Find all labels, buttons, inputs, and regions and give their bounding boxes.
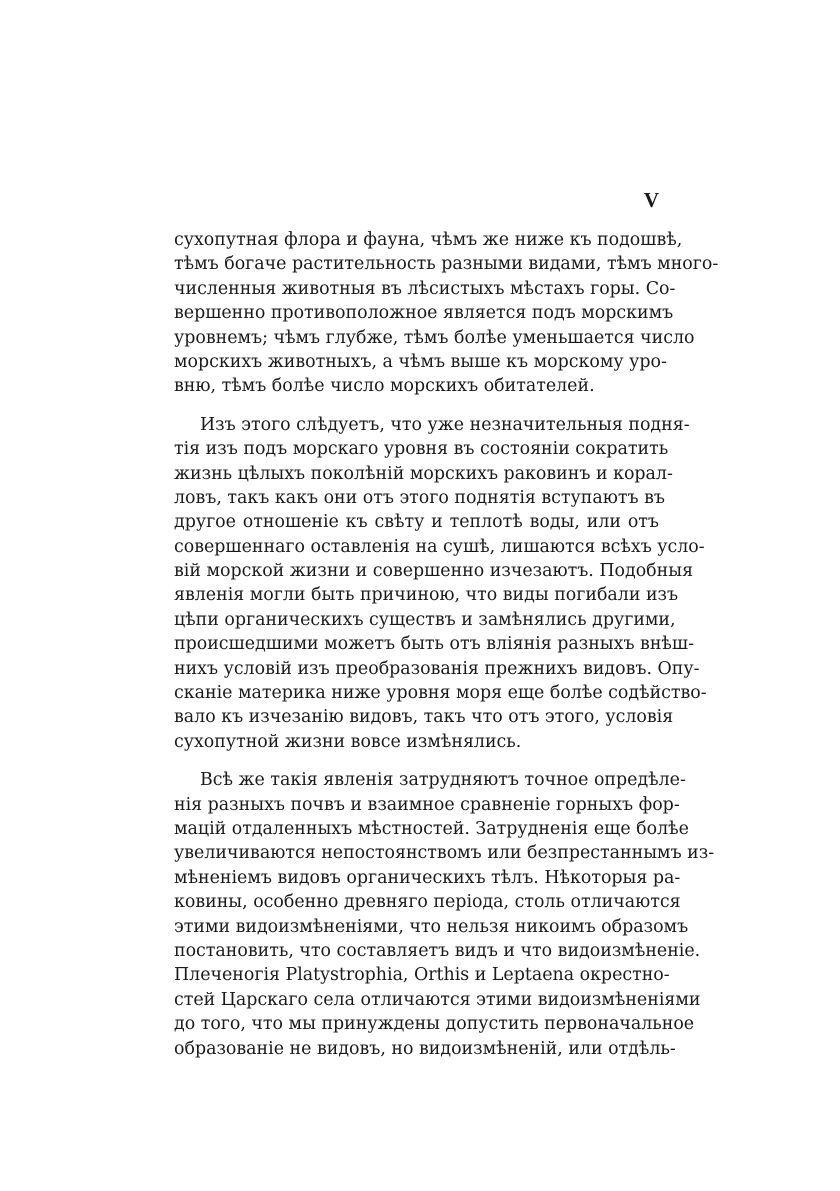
- text-line: тія изъ подъ морскаго уровня въ состояніи сократить: [174, 439, 669, 460]
- text-line: сухопутная флора и фауна, чѣмъ же ниже къ подошвѣ,: [174, 230, 683, 250]
- paragraph-3: [174, 768, 715, 1061]
- text-line: увеличиваются непостоянствомъ или безпрестаннымъ из-: [174, 843, 715, 864]
- text-line: сканіе материка ниже уровня моря еще болѣе содѣйство-: [174, 683, 707, 704]
- text-line: мацій отдаленныхъ мѣстностей. Затрудненія еще болѣе: [174, 818, 689, 839]
- text-line: происшедшими можетъ быть отъ вліянія разныхъ внѣш-: [174, 634, 694, 655]
- text-line: ловъ, такъ какъ они отъ этого поднятія вступаютъ въ: [174, 487, 665, 508]
- text-line: постановить, что составляетъ видъ и что видоизмѣненіе.: [174, 940, 701, 961]
- text-line: тѣмъ богаче растительность разными видами, тѣмъ много-: [174, 254, 719, 275]
- text-line: нія разныхъ почвъ и взаимное сравненіе горныхъ фор-: [174, 794, 680, 815]
- text-line: Плеченогія Platystrophia, Orthis и Leptaena окрестно-: [174, 965, 670, 986]
- text-line: Всѣ же такія явленія затрудняютъ точное опредѣле-: [200, 770, 686, 791]
- paragraph-1: [174, 228, 719, 399]
- text-line: численныя животныя въ лѣсистыхъ мѣстахъ горы. Со-: [174, 278, 676, 299]
- text-line: цѣпи органическихъ существъ и замѣнялись другими,: [174, 609, 676, 630]
- text-line: образованіе не видовъ, но видоизмѣненій, или отдѣль-: [174, 1038, 676, 1059]
- text-line: до того, что мы принуждены допустить первоначальное: [174, 1014, 695, 1035]
- paragraph-2: [174, 413, 707, 754]
- text-line: уровнемъ; чѣмъ глубже, тѣмъ болѣе уменьшается число: [174, 327, 695, 348]
- text-line: ковины, особенно древняго періода, столь отличаются: [174, 892, 681, 913]
- text-line: Изъ этого слѣдуетъ, что уже незначительныя подня-: [200, 414, 690, 435]
- text-line: вершенно противоположное является подъ морскимъ: [174, 303, 674, 324]
- text-line: сухопутной жизни вовсе измѣнялись.: [174, 731, 522, 752]
- text-line: морскихъ животныхъ, а чѣмъ выше къ морскому уро-: [174, 351, 667, 372]
- text-line: вій морской жизни и совершенно изчезаютъ. Подобныя: [174, 561, 694, 582]
- text-line: совершеннаго оставленія на сушѣ, лишаются всѣхъ усло-: [174, 536, 705, 557]
- body-text: [174, 228, 719, 1061]
- text-line: мѣненіемъ видовъ органическихъ тѣлъ. Нѣкоторыя ра-: [174, 867, 681, 888]
- text-line: этими видоизмѣненіями, что нельзя никоимъ образомъ: [174, 916, 689, 937]
- text-line: нихъ условій изъ преобразованія прежнихъ видовъ. Опу-: [174, 658, 700, 679]
- text-line: явленія могли быть причиною, что виды погибали изъ: [174, 585, 679, 606]
- text-line: жизнь цѣлыхъ поколѣній морскихъ раковинъ и корал-: [174, 463, 673, 484]
- page-number: V: [643, 188, 660, 212]
- text-line: вало къ изчезанію видовъ, такъ что отъ этого, условія: [174, 707, 674, 728]
- text-line: вню, тѣмъ болѣе число морскихъ обитателей.: [174, 376, 595, 397]
- text-line: стей Царскаго села отличаются этими видоизмѣненіями: [174, 989, 701, 1010]
- text-line: другое отношеніе къ свѣту и теплотѣ воды, или отъ: [174, 512, 659, 533]
